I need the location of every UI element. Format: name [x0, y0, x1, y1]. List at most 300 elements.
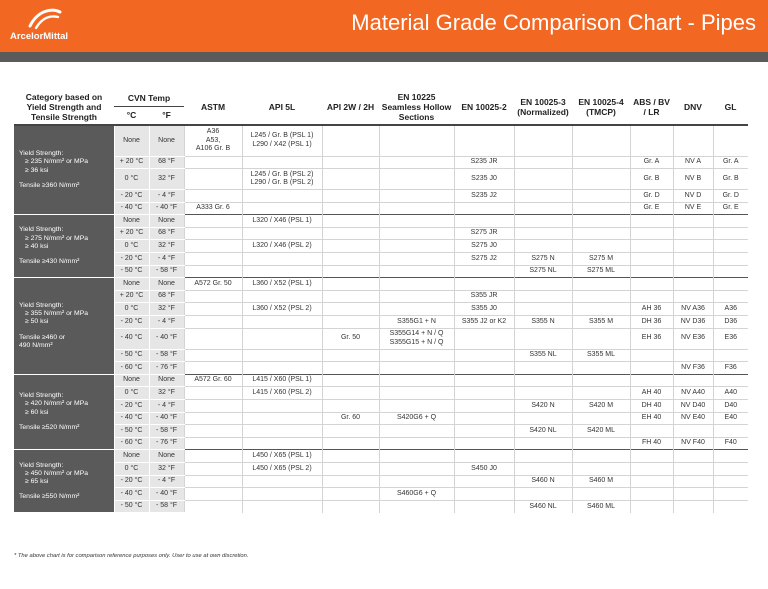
cell-cvn-c: - 20 °C	[114, 190, 149, 203]
cell-astm	[184, 475, 242, 488]
cell-api5l: L245 / Gr. B (PSL 1) L290 / X42 (PSL 1)	[242, 125, 322, 156]
cell-en10025-4	[572, 278, 630, 291]
category-line	[19, 175, 114, 182]
cell-api2w	[322, 488, 379, 501]
cell-api2w	[322, 169, 379, 190]
category-line: ≥ 235 N/mm² or MPa	[25, 158, 89, 166]
cell-gl	[713, 265, 748, 278]
cell-abs: FH 40	[630, 437, 673, 450]
cell-en10225	[379, 202, 454, 215]
cell-cvn-c: - 20 °C	[114, 400, 149, 413]
cell-en10025-3	[514, 362, 572, 375]
cell-api5l	[242, 475, 322, 488]
cell-en10025-4	[572, 125, 630, 156]
cell-cvn-c: - 20 °C	[114, 475, 149, 488]
cell-abs	[630, 125, 673, 156]
cell-api5l	[242, 227, 322, 240]
cell-api5l	[242, 156, 322, 169]
cell-cvn-f: 68 °F	[149, 156, 184, 169]
cell-en10025-3: S420 N	[514, 400, 572, 413]
cell-en10025-3	[514, 169, 572, 190]
table-row	[14, 125, 748, 156]
cell-gl: Gr. B	[713, 169, 748, 190]
table-row	[14, 349, 748, 362]
cell-gl: E40	[713, 412, 748, 425]
cell-cvn-f: - 4 °F	[149, 190, 184, 203]
cell-cvn-c: - 40 °C	[114, 328, 149, 349]
page-title: Material Grade Comparison Chart - Pipes	[351, 10, 756, 35]
cell-en10025-4	[572, 462, 630, 475]
cell-en10225: S355G14 + N / Q S355G15 + N / Q	[379, 328, 454, 349]
col-header-en10025-3: EN 10025-3 (Normalized)	[514, 90, 572, 125]
cell-cvn-c: - 50 °C	[114, 265, 149, 278]
cell-en10025-3: S275 NL	[514, 265, 572, 278]
category-line: ≥ 40 ksi	[25, 242, 49, 250]
cell-en10025-3	[514, 156, 572, 169]
cell-dnv	[673, 475, 713, 488]
cell-en10025-3	[514, 240, 572, 253]
cell-cvn-f: - 4 °F	[149, 316, 184, 329]
cell-dnv: NV D36	[673, 316, 713, 329]
cell-api5l	[242, 500, 322, 513]
cell-api5l: L360 / X52 (PSL 1)	[242, 278, 322, 291]
cell-en10025-4	[572, 374, 630, 387]
cell-astm	[184, 215, 242, 228]
header-banner	[0, 0, 768, 52]
cell-en10025-4	[572, 303, 630, 316]
logo-text: ArcelorMittal	[10, 31, 69, 42]
cell-api2w	[322, 362, 379, 375]
cell-astm	[184, 190, 242, 203]
cell-api2w	[322, 400, 379, 413]
cell-abs: EH 40	[630, 412, 673, 425]
cell-cvn-c: None	[114, 215, 149, 228]
cell-en10225	[379, 278, 454, 291]
cell-en10025-4	[572, 227, 630, 240]
cell-en10025-3: S460 N	[514, 475, 572, 488]
cell-dnv	[673, 374, 713, 387]
cell-dnv: NV B	[673, 169, 713, 190]
table-row	[14, 412, 748, 425]
cell-gl: A36	[713, 303, 748, 316]
cell-cvn-c: 0 °C	[114, 462, 149, 475]
cell-cvn-c: None	[114, 278, 149, 291]
cell-en10025-4	[572, 362, 630, 375]
cell-astm	[184, 328, 242, 349]
category-cell	[14, 215, 114, 278]
category-line	[19, 327, 114, 334]
col-header-en10225: EN 10225 Seamless Hollow Sections	[379, 90, 454, 125]
col-header-gl: GL	[713, 90, 748, 125]
cell-en10225	[379, 125, 454, 156]
category-line: Yield Strength:	[19, 302, 64, 310]
cell-en10025-2	[454, 278, 514, 291]
cell-cvn-f: - 40 °F	[149, 328, 184, 349]
cell-abs	[630, 488, 673, 501]
table-row	[14, 387, 748, 400]
table-row	[14, 240, 748, 253]
cell-gl	[713, 253, 748, 266]
cell-gl	[713, 374, 748, 387]
cell-api5l: L450 / X65 (PSL 1)	[242, 450, 322, 463]
table-row	[14, 227, 748, 240]
cell-astm	[184, 156, 242, 169]
cell-api5l: L360 / X52 (PSL 2)	[242, 303, 322, 316]
cell-en10025-4	[572, 450, 630, 463]
cell-api5l	[242, 265, 322, 278]
cell-en10025-2: S275 J2	[454, 253, 514, 266]
cell-cvn-f: - 58 °F	[149, 349, 184, 362]
cell-dnv: NV E36	[673, 328, 713, 349]
cell-cvn-c: None	[114, 374, 149, 387]
cell-en10025-2: S235 J0	[454, 169, 514, 190]
cell-en10225	[379, 290, 454, 303]
cell-en10025-2	[454, 500, 514, 513]
cell-cvn-f: - 4 °F	[149, 253, 184, 266]
cell-en10025-3	[514, 488, 572, 501]
cell-cvn-c: + 20 °C	[114, 290, 149, 303]
cell-astm	[184, 316, 242, 329]
cell-en10025-4: S355 ML	[572, 349, 630, 362]
cell-en10225	[379, 500, 454, 513]
cell-dnv	[673, 488, 713, 501]
cell-astm	[184, 412, 242, 425]
cell-en10025-3: S275 N	[514, 253, 572, 266]
cell-astm	[184, 265, 242, 278]
cell-abs	[630, 253, 673, 266]
cell-cvn-c: - 40 °C	[114, 202, 149, 215]
cell-cvn-c: - 20 °C	[114, 253, 149, 266]
cell-abs	[630, 290, 673, 303]
cell-cvn-c: 0 °C	[114, 387, 149, 400]
category-line	[19, 417, 114, 424]
cell-cvn-c: + 20 °C	[114, 227, 149, 240]
cell-cvn-f: - 40 °F	[149, 412, 184, 425]
cell-abs	[630, 362, 673, 375]
cell-en10025-2: S235 JR	[454, 156, 514, 169]
cell-cvn-c: None	[114, 125, 149, 156]
cell-en10025-2	[454, 475, 514, 488]
cell-en10025-4	[572, 412, 630, 425]
cell-en10025-4: S460 M	[572, 475, 630, 488]
col-header-category: Category based on Yield Strength and Tensile Strength	[14, 90, 114, 125]
cell-api5l: L415 / X60 (PSL 2)	[242, 387, 322, 400]
cell-astm	[184, 362, 242, 375]
cell-en10025-3	[514, 450, 572, 463]
cell-cvn-f: None	[149, 374, 184, 387]
cell-astm	[184, 462, 242, 475]
category-line: ≥ 420 N/mm² or MPa	[25, 400, 89, 408]
category-line	[19, 251, 114, 258]
cell-gl: Gr. D	[713, 190, 748, 203]
cell-astm	[184, 400, 242, 413]
cell-api5l	[242, 190, 322, 203]
cell-en10025-2	[454, 349, 514, 362]
cell-gl	[713, 125, 748, 156]
cell-dnv: NV E40	[673, 412, 713, 425]
col-header-abs: ABS / BV / LR	[630, 90, 673, 125]
cell-cvn-f: None	[149, 278, 184, 291]
cell-gl	[713, 278, 748, 291]
cell-en10225: S460G6 + Q	[379, 488, 454, 501]
cell-en10025-2	[454, 437, 514, 450]
cell-en10025-3	[514, 412, 572, 425]
header-band	[0, 52, 768, 62]
cell-api5l: L450 / X65 (PSL 2)	[242, 462, 322, 475]
cell-api2w	[322, 125, 379, 156]
cell-abs	[630, 374, 673, 387]
cell-abs: Gr. E	[630, 202, 673, 215]
cell-api2w	[322, 500, 379, 513]
cell-api5l	[242, 488, 322, 501]
col-header-dnv: DNV	[673, 90, 713, 125]
table-row	[14, 169, 748, 190]
table-row	[14, 215, 748, 228]
col-header-astm: ASTM	[184, 90, 242, 125]
cell-api5l	[242, 253, 322, 266]
table-row	[14, 328, 748, 349]
category-line: ≥ 355 N/mm² or MPa	[25, 310, 89, 318]
cell-astm	[184, 488, 242, 501]
cell-en10025-3: S420 NL	[514, 425, 572, 438]
cell-en10025-3	[514, 190, 572, 203]
cell-cvn-c: - 40 °C	[114, 488, 149, 501]
cell-en10225	[379, 462, 454, 475]
table-row	[14, 475, 748, 488]
category-line: ≥ 65 ksi	[25, 477, 49, 485]
cell-astm	[184, 450, 242, 463]
cell-en10025-3: S355 NL	[514, 349, 572, 362]
category-cell	[14, 450, 114, 513]
cell-gl: Gr. A	[713, 156, 748, 169]
cell-en10025-3	[514, 202, 572, 215]
cell-astm: A333 Gr. 6	[184, 202, 242, 215]
cell-cvn-f: 32 °F	[149, 462, 184, 475]
col-header-deg-f: °F	[149, 106, 184, 125]
cell-api5l	[242, 328, 322, 349]
category-line: Yield Strength:	[19, 150, 64, 158]
cell-gl: Gr. E	[713, 202, 748, 215]
cell-en10225	[379, 425, 454, 438]
cell-cvn-c: 0 °C	[114, 169, 149, 190]
cell-dnv: NV A	[673, 156, 713, 169]
cell-en10025-2	[454, 362, 514, 375]
logo-swoosh-icon	[28, 6, 62, 30]
cell-api2w	[322, 475, 379, 488]
cell-en10225	[379, 240, 454, 253]
cell-en10225	[379, 475, 454, 488]
cell-api5l	[242, 425, 322, 438]
cell-cvn-f: 32 °F	[149, 169, 184, 190]
cell-gl: F36	[713, 362, 748, 375]
cell-gl	[713, 475, 748, 488]
cell-api5l: L320 / X46 (PSL 2)	[242, 240, 322, 253]
cell-en10025-3	[514, 328, 572, 349]
cell-gl	[713, 240, 748, 253]
cell-abs: EH 36	[630, 328, 673, 349]
cell-en10225	[379, 227, 454, 240]
cell-en10025-2: S355 J2 or K2	[454, 316, 514, 329]
cell-api2w	[322, 437, 379, 450]
category-line: ≥ 60 ksi	[25, 408, 49, 416]
cell-api2w	[322, 265, 379, 278]
cell-api2w	[322, 290, 379, 303]
cell-gl	[713, 462, 748, 475]
cell-en10025-4	[572, 437, 630, 450]
cell-en10025-2	[454, 400, 514, 413]
cell-abs: DH 36	[630, 316, 673, 329]
cell-gl	[713, 227, 748, 240]
cell-astm	[184, 500, 242, 513]
cell-astm	[184, 349, 242, 362]
cell-dnv	[673, 240, 713, 253]
cell-en10025-4	[572, 488, 630, 501]
cell-dnv: NV F36	[673, 362, 713, 375]
cell-dnv	[673, 265, 713, 278]
cell-cvn-c: None	[114, 450, 149, 463]
category-line: ≥ 450 N/mm² or MPa	[25, 469, 89, 477]
table-row	[14, 500, 748, 513]
arcelormittal-logo	[10, 6, 90, 46]
cell-en10025-3	[514, 278, 572, 291]
cell-dnv	[673, 253, 713, 266]
cell-cvn-f: 32 °F	[149, 240, 184, 253]
cell-api2w	[322, 227, 379, 240]
cell-cvn-f: - 58 °F	[149, 500, 184, 513]
cell-en10025-2: S275 J0	[454, 240, 514, 253]
cell-en10225	[379, 362, 454, 375]
table-row	[14, 462, 748, 475]
cell-en10025-2: S235 J2	[454, 190, 514, 203]
cell-en10025-4	[572, 328, 630, 349]
cell-en10225	[379, 253, 454, 266]
cell-cvn-f: - 4 °F	[149, 475, 184, 488]
cell-en10025-3	[514, 462, 572, 475]
cell-cvn-f: 32 °F	[149, 303, 184, 316]
cell-astm: A36 A53, A106 Gr. B	[184, 125, 242, 156]
cell-api5l: L320 / X46 (PSL 1)	[242, 215, 322, 228]
cell-api2w	[322, 316, 379, 329]
table-row	[14, 190, 748, 203]
cell-cvn-c: - 50 °C	[114, 425, 149, 438]
cell-en10025-3	[514, 125, 572, 156]
cell-en10025-2	[454, 488, 514, 501]
cell-api2w	[322, 374, 379, 387]
cell-en10025-4	[572, 156, 630, 169]
category-cell	[14, 278, 114, 375]
cell-api5l	[242, 362, 322, 375]
cell-en10025-3	[514, 387, 572, 400]
table-row	[14, 303, 748, 316]
cell-en10025-2	[454, 125, 514, 156]
table-row	[14, 488, 748, 501]
table-row	[14, 374, 748, 387]
cell-en10225	[379, 437, 454, 450]
cell-abs: Gr. D	[630, 190, 673, 203]
cell-astm	[184, 253, 242, 266]
table-row	[14, 253, 748, 266]
cell-abs	[630, 265, 673, 278]
category-line: ≥ 50 ksi	[25, 318, 49, 326]
table-row	[14, 400, 748, 413]
cell-en10025-4	[572, 240, 630, 253]
category-line: ≥ 36 ksi	[25, 166, 49, 174]
cell-en10025-3	[514, 290, 572, 303]
footnote: * The above chart is for comparison reference purposes only. User to use at own discretion.	[14, 553, 249, 559]
cell-dnv	[673, 349, 713, 362]
cell-abs: AH 36	[630, 303, 673, 316]
cell-dnv	[673, 125, 713, 156]
cell-cvn-f: - 40 °F	[149, 488, 184, 501]
table-row	[14, 290, 748, 303]
cell-api2w	[322, 253, 379, 266]
cell-en10025-4	[572, 202, 630, 215]
cell-cvn-c: - 50 °C	[114, 500, 149, 513]
cell-en10025-3: S460 NL	[514, 500, 572, 513]
cell-api2w	[322, 278, 379, 291]
cell-cvn-f: - 58 °F	[149, 265, 184, 278]
cell-dnv	[673, 450, 713, 463]
cell-astm	[184, 425, 242, 438]
cell-api5l	[242, 437, 322, 450]
table-row	[14, 425, 748, 438]
cell-api2w: Gr. 50	[322, 328, 379, 349]
cell-en10225	[379, 349, 454, 362]
cell-en10225	[379, 374, 454, 387]
cell-abs: DH 40	[630, 400, 673, 413]
cell-en10025-3	[514, 437, 572, 450]
cell-en10225	[379, 169, 454, 190]
cell-en10025-2	[454, 265, 514, 278]
cell-api2w	[322, 349, 379, 362]
category-line: Yield Strength:	[19, 226, 64, 234]
cell-en10025-2	[454, 215, 514, 228]
cell-en10225	[379, 450, 454, 463]
cell-astm	[184, 240, 242, 253]
cell-gl	[713, 290, 748, 303]
cell-en10225	[379, 387, 454, 400]
cell-en10025-2: S355 J0	[454, 303, 514, 316]
cell-cvn-c: - 60 °C	[114, 437, 149, 450]
cell-en10225	[379, 156, 454, 169]
cell-en10025-4: S355 M	[572, 316, 630, 329]
cell-en10025-4: S460 ML	[572, 500, 630, 513]
table-row	[14, 278, 748, 291]
cell-en10025-2	[454, 387, 514, 400]
cell-cvn-c: - 40 °C	[114, 412, 149, 425]
table-row	[14, 202, 748, 215]
cell-en10025-4	[572, 215, 630, 228]
cell-api2w	[322, 215, 379, 228]
cell-gl	[713, 488, 748, 501]
cell-en10025-2: S355 JR	[454, 290, 514, 303]
cell-dnv	[673, 227, 713, 240]
cell-cvn-c: - 60 °C	[114, 362, 149, 375]
cell-astm	[184, 387, 242, 400]
category-cell	[14, 374, 114, 450]
col-header-cvn-temp: CVN Temp	[114, 90, 184, 106]
category-line	[19, 486, 114, 493]
cell-cvn-f: None	[149, 125, 184, 156]
cell-abs	[630, 462, 673, 475]
category-line: Tensile ≥550 N/mm²	[19, 493, 80, 501]
col-header-en10025-4: EN 10025-4 (TMCP)	[572, 90, 630, 125]
cell-api5l	[242, 349, 322, 362]
table-row	[14, 156, 748, 169]
cell-en10025-4: S275 M	[572, 253, 630, 266]
cell-astm	[184, 169, 242, 190]
cell-cvn-c: - 50 °C	[114, 349, 149, 362]
